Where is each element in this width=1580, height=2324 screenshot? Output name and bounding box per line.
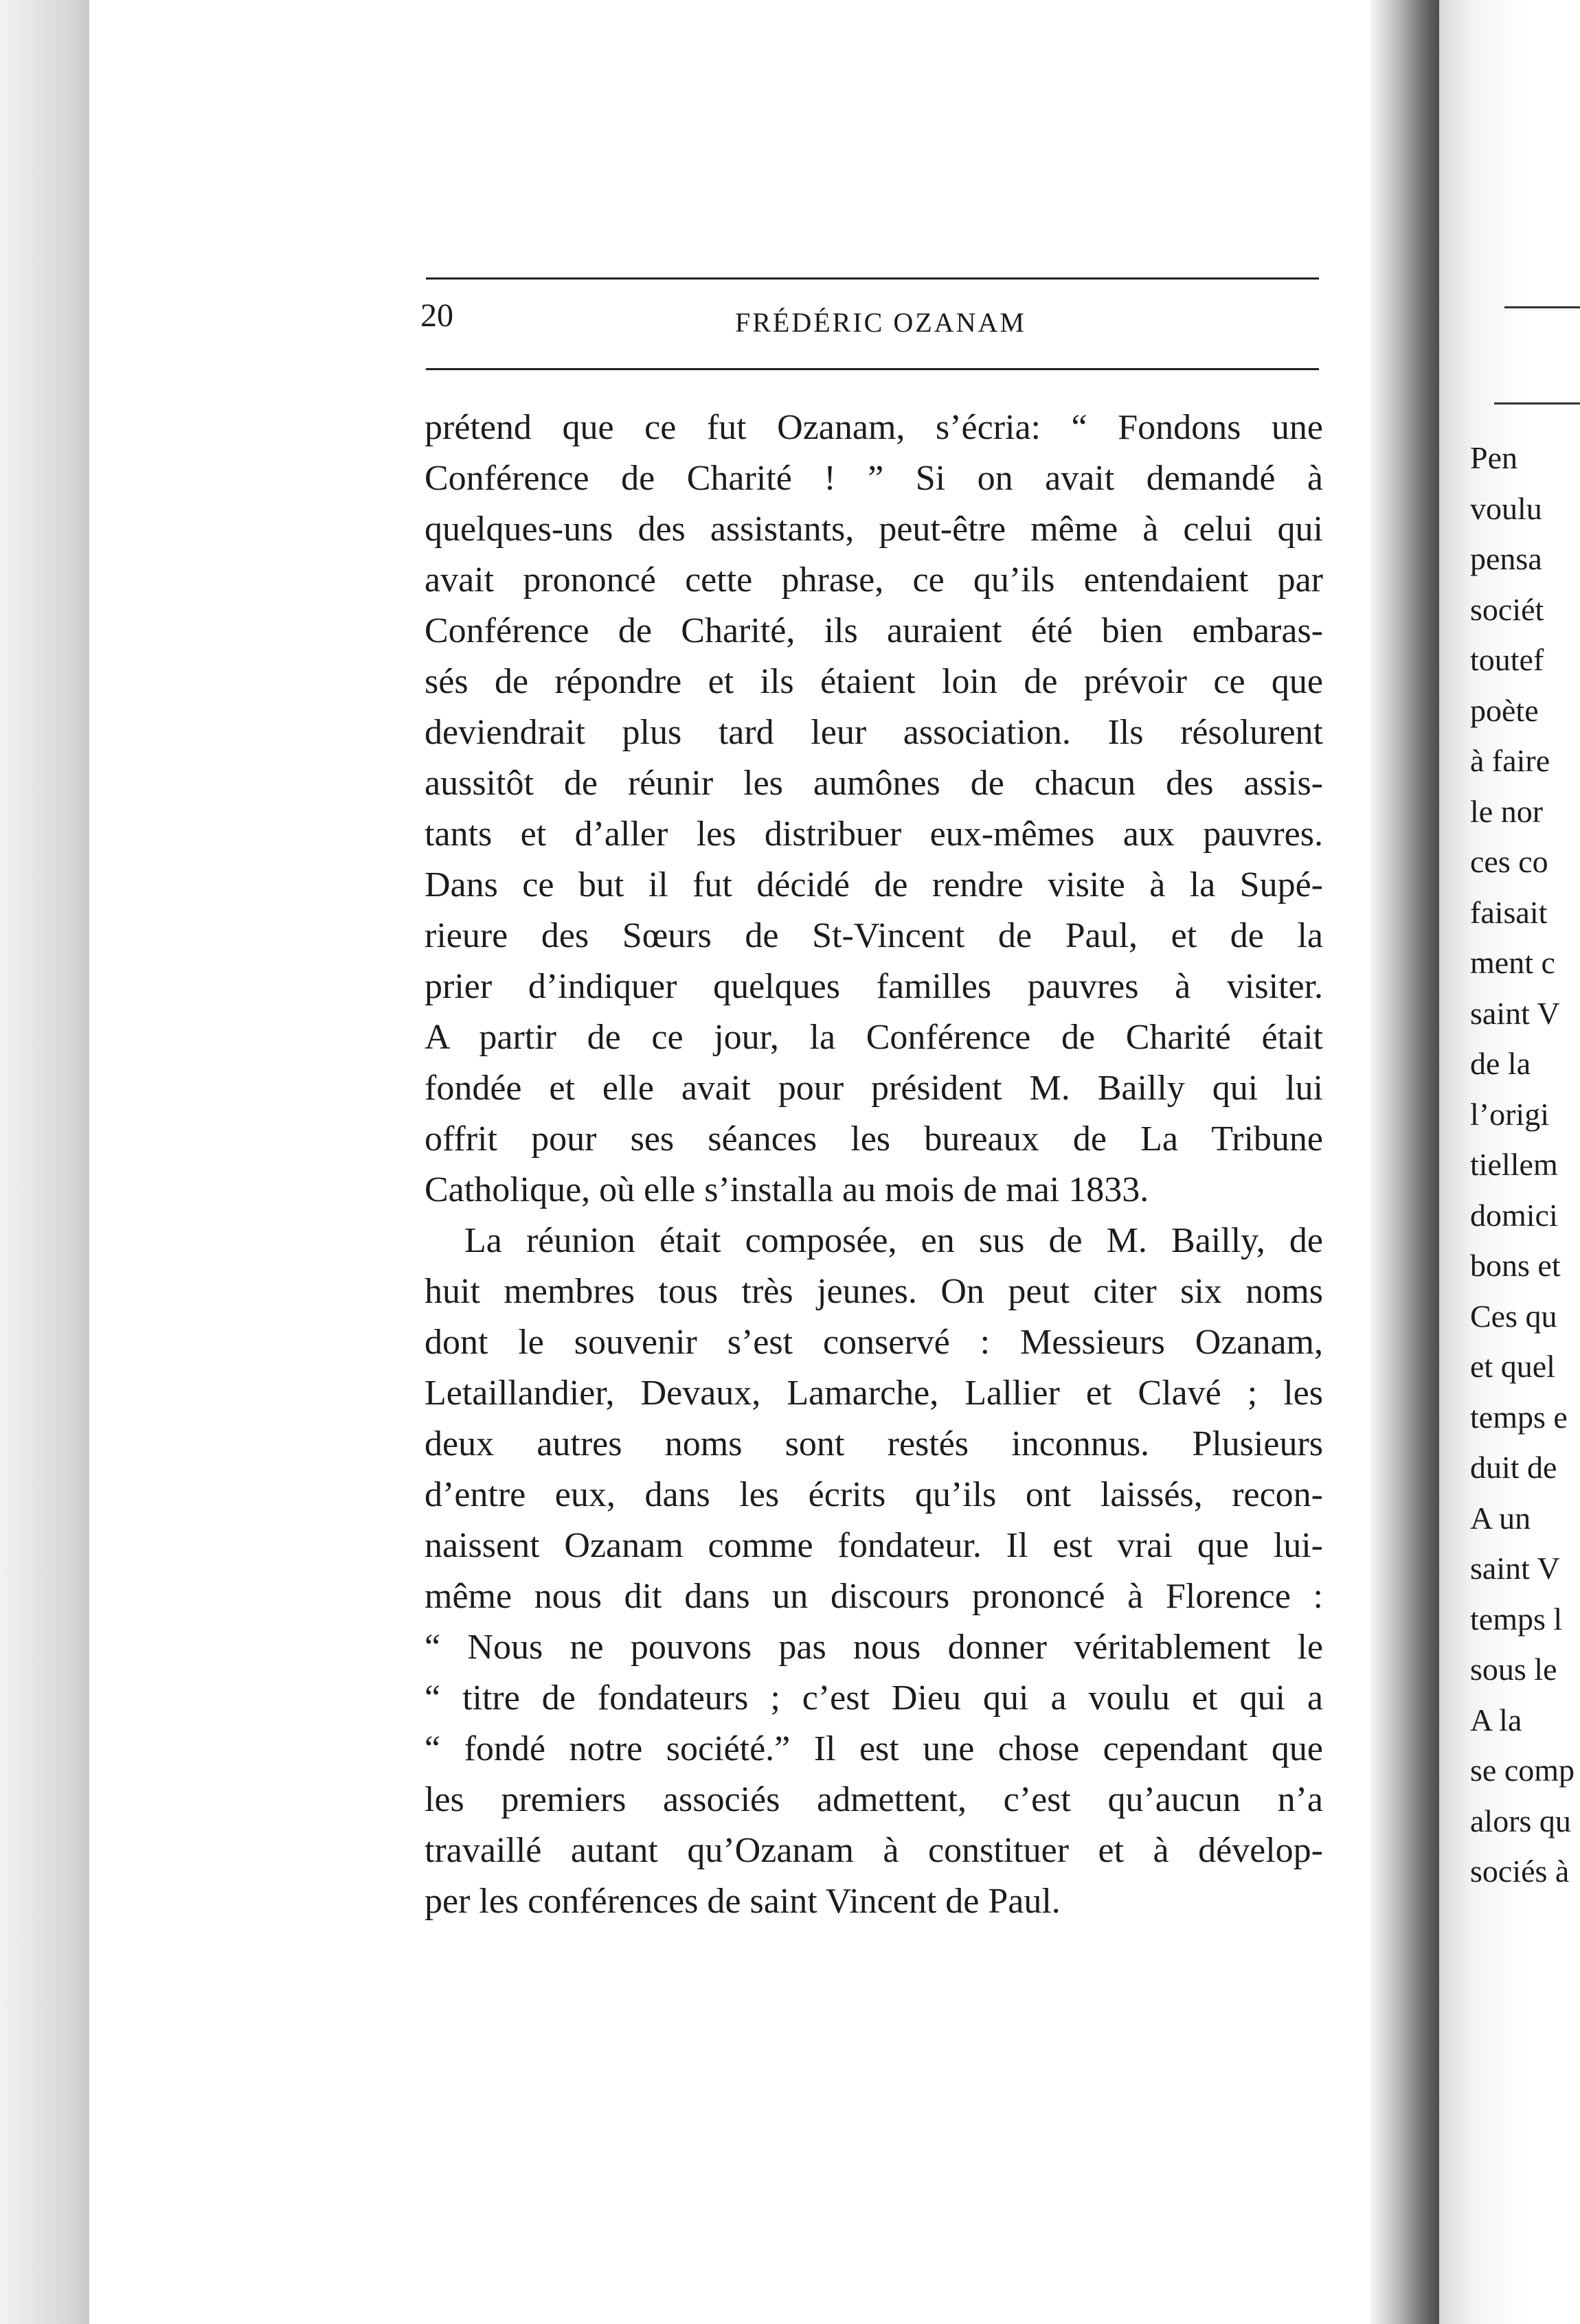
facing-text-line: se comp [1470, 1753, 1575, 1788]
facing-text-line: duit de [1470, 1450, 1557, 1485]
header-rule-bottom [426, 368, 1319, 370]
text-line: “ fondé notre société.” Il est une chose cependant que [425, 1729, 1323, 1768]
text-line: prier d’indiquer quelques familles pauvres à visiter. [425, 967, 1323, 1006]
facing-text-line: ces co [1470, 844, 1548, 879]
text-line: avait prononcé cette phrase, ce qu’ils entendaient par [425, 560, 1323, 600]
facing-text-line: bons et [1470, 1248, 1561, 1283]
facing-header-rule-bottom [1494, 402, 1580, 405]
facing-text-line: A un [1470, 1500, 1531, 1536]
facing-text-line: de la [1470, 1046, 1531, 1081]
text-line: fondée et elle avait pour président M. Bailly qui lui [425, 1069, 1323, 1108]
text-line: deux autres noms sont restés inconnus. Plusieurs [425, 1424, 1323, 1463]
facing-text-line: faisait [1470, 894, 1548, 930]
body-text [425, 402, 1323, 1927]
facing-text-line: Ces qu [1470, 1298, 1557, 1334]
facing-text-line: voulu [1470, 490, 1542, 526]
facing-text-line: pensa [1470, 541, 1542, 576]
facing-text-line: saint V [1470, 995, 1560, 1031]
facing-text-line: Pen [1470, 440, 1517, 475]
facing-text-line: alors qu [1470, 1803, 1571, 1838]
text-line: rieure des Sœurs de St-Vincent de Paul, et de la [425, 916, 1323, 955]
text-line: Conférence de Charité, ils auraient été bien embaras- [425, 611, 1323, 650]
text-line: tants et d’aller les distribuer eux-mêmes aux pauvres. [425, 814, 1323, 854]
text-line: quelques-uns des assistants, peut-être même à celui qui [425, 510, 1323, 549]
facing-text-line: sociét [1470, 591, 1544, 627]
facing-page-text [1470, 433, 1580, 1897]
text-line: Conférence de Charité ! ” Si on avait demandé à [425, 459, 1323, 498]
text-line: Catholique, où elle s’installa au mois de mai 1833. [425, 1170, 1149, 1209]
facing-text-line: temps e [1470, 1399, 1568, 1435]
text-line: d’entre eux, dans les écrits qu’ils ont laissés, recon- [425, 1475, 1323, 1514]
text-line: offrit pour ses séances les bureaux de La Tribune [425, 1119, 1323, 1159]
facing-text-line: à faire [1470, 743, 1550, 778]
text-line: deviendrait plus tard leur association. Ils résolurent [425, 713, 1323, 752]
text-line: La réunion était composée, en sus de M. Bailly, de [464, 1221, 1323, 1260]
header-rule-top [426, 277, 1319, 280]
text-line: per les conférences de saint Vincent de Paul. [425, 1882, 1061, 1921]
text-line: A partir de ce jour, la Conférence de Charité était [425, 1018, 1323, 1057]
facing-text-line: le nor [1470, 793, 1544, 829]
text-line: huit membres tous très jeunes. On peut citer six noms [425, 1272, 1323, 1311]
text-line: Letaillandier, Devaux, Lamarche, Lallier et Clavé ; les [425, 1374, 1323, 1413]
text-line: travaillé autant qu’Ozanam à constituer et à dévelop- [425, 1831, 1323, 1870]
book-gutter [1370, 0, 1446, 2324]
facing-text-line: poète [1470, 692, 1539, 728]
text-line: aussitôt de réunir les aumônes de chacun des assis- [425, 764, 1323, 803]
facing-text-line: sociés à [1470, 1854, 1570, 1889]
facing-text-line: domici [1470, 1197, 1558, 1233]
text-line: prétend que ce fut Ozanam, s’écria: “ Fondons une [425, 408, 1323, 447]
text-line: les premiers associés admettent, c’est qu’aucun n’a [425, 1780, 1323, 1819]
facing-text-line: tiellem [1470, 1147, 1558, 1182]
facing-text-line: A la [1470, 1702, 1522, 1738]
facing-text-line: saint V [1470, 1551, 1560, 1586]
text-line: même nous dit dans un discours prononcé à Florence : [425, 1577, 1323, 1616]
facing-text-line: temps l [1470, 1601, 1563, 1637]
text-line: sés de répondre et ils étaient loin de prévoir ce que [425, 662, 1323, 701]
text-line: Dans ce but il fut décidé de rendre visite à la Supé- [425, 865, 1323, 904]
text-line: dont le souvenir s’est conservé : Messieurs Ozanam, [425, 1323, 1323, 1362]
book-edge-left [0, 0, 89, 2324]
facing-text-line: ment c [1470, 945, 1555, 980]
text-line: “ Nous ne pouvons pas nous donner véritablement le [425, 1628, 1323, 1667]
text-line: naissent Ozanam comme fondateur. Il est vrai que lui- [425, 1526, 1323, 1565]
facing-text-line: l’origi [1470, 1096, 1549, 1132]
page-number: 20 [420, 297, 453, 334]
running-head: FRÉDÉRIC OZANAM [735, 307, 1026, 338]
facing-header-rule-top [1504, 306, 1580, 308]
facing-text-line: sous le [1470, 1652, 1557, 1687]
facing-text-line: et quel [1470, 1349, 1555, 1384]
facing-text-line: toutef [1470, 642, 1544, 677]
text-line: “ titre de fondateurs ; c’est Dieu qui a voulu et qui a [425, 1678, 1323, 1718]
